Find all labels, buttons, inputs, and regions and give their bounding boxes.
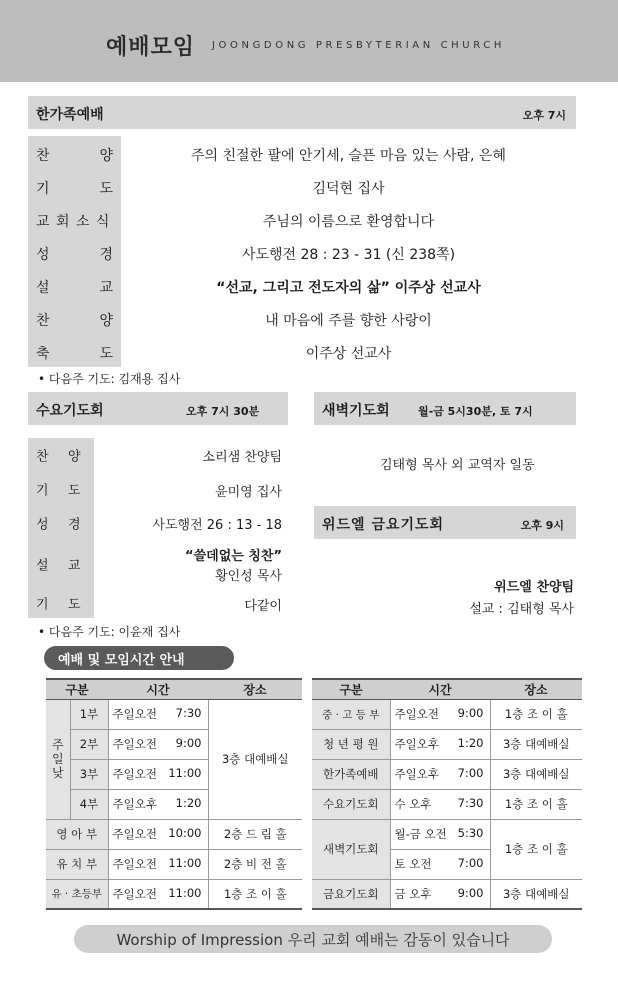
order-label: 성 — [36, 517, 49, 533]
table-row: 4부 주일오후 1:20 — [46, 789, 302, 819]
order-row: 찬 양 내 마음에 주를 향한 사랑이 — [28, 301, 576, 334]
order-value: 윤미영 집사 — [215, 485, 282, 500]
order-row — [28, 202, 576, 235]
order-value: 주님의 이름으로 환영합니다 — [262, 214, 435, 230]
order-label: 축 — [36, 346, 50, 362]
wednesday-prayer-time: 오후 7시 30분 — [186, 405, 260, 418]
wednesday-prayer-header — [28, 392, 288, 425]
page-title: 예배모임 — [106, 35, 196, 60]
table-row: 중 · 고 등 부 주일오전 9:00 1층 조 이 홀 — [312, 699, 582, 729]
order-label: 설 — [36, 280, 50, 296]
next-prayer-note: • 다음주 기도: 이윤재 집사 — [38, 625, 181, 639]
dawn-prayer-header — [314, 392, 576, 425]
church-name: JOONGDONG PRESBYTERIAN CHURCH — [212, 40, 505, 51]
order-value: 황인성 목사 — [215, 569, 282, 584]
table-row: 영 아 부 주일오전 10:00 2층 드 림 홀 — [46, 819, 302, 849]
table-row: 청 년 평 원 주일오후 1:20 3층 대예배실 — [312, 729, 582, 759]
friday-prayer-title: 위드엘 금요기도회 — [322, 517, 445, 533]
friday-prayer-time: 오후 9시 — [520, 519, 564, 532]
table-row: 한가족예배 주일오후 7:00 3층 대예배실 — [312, 759, 582, 789]
order-value: 김덕현 집사 — [312, 181, 385, 197]
order-row: 설 교 “선교, 그리고 전도자의 삶” 이주상 선교사 — [28, 268, 576, 301]
order-value: 다같이 — [244, 599, 282, 614]
order-label: 찬 — [36, 313, 50, 329]
table-row: 토 오전 7:00 — [312, 849, 582, 879]
dawn-prayer-title: 새벽기도회 — [322, 403, 390, 419]
order-value: 주의 친절한 팔에 안기세, 슬픈 마음 있는 사람, 은혜 — [191, 148, 506, 164]
column-header: 시간 — [108, 679, 208, 699]
table-row: 유 · 초등부 주일오전 11:00 1층 조 이 홀 — [46, 879, 302, 909]
order-value: “선교, 그리고 전도자의 삶” 이주상 선교사 — [216, 280, 481, 296]
table-row: 새벽기도회 월-금 오전 5:30 1층 조 이 홀 — [312, 819, 582, 849]
next-prayer-note: • 다음주 기도: 김재용 집사 — [38, 372, 181, 386]
order-label: 찬 — [36, 449, 49, 465]
friday-prayer-header — [314, 506, 576, 539]
table-row: 수요기도회 수 오후 7:30 1층 조 이 홀 — [312, 789, 582, 819]
column-header: 구분 — [46, 679, 108, 699]
order-label: 기 — [36, 483, 49, 499]
family-worship-header — [28, 96, 576, 129]
order-label: 교 회 소 식 — [36, 214, 111, 230]
order-row: 성 경 사도행전 28 : 23 - 31 (신 238쪽) — [28, 235, 576, 268]
dawn-prayer-leaders: 김태형 목사 외 교역자 일동 — [380, 458, 535, 473]
order-value: 내 마음에 주를 향한 사랑이 — [265, 313, 432, 329]
order-label: 설 — [36, 558, 49, 574]
order-row: 기 도 김덕현 집사 — [28, 169, 576, 202]
dawn-prayer-time: 월-금 5시30분, 토 7시 — [418, 405, 533, 418]
order-row: 축 도 이주상 선교사 — [28, 334, 576, 367]
page-header — [0, 0, 618, 82]
order-value: 사도행전 28 : 23 - 31 (신 238쪽) — [241, 247, 456, 263]
schedule-section-title: 예배 및 모임시간 안내 — [44, 646, 234, 670]
friday-prayer-sermon: 설교 : 김태형 목사 — [469, 602, 574, 617]
family-worship-time: 오후 7시 — [522, 109, 566, 122]
order-row: 찬 양 주의 친절한 팔에 안기세, 슬픈 마음 있는 사람, 은혜 — [28, 136, 576, 169]
order-label: 기 — [36, 597, 49, 613]
table-row: 2부 주일오전 9:00 — [46, 729, 302, 759]
schedule-table-right — [312, 678, 582, 910]
column-header: 장소 — [490, 679, 582, 699]
table-row: 금요기도회 금 오후 9:00 3층 대예배실 — [312, 879, 582, 909]
table-row: 3부 주일오전 11:00 — [46, 759, 302, 789]
order-label: 기 — [36, 181, 50, 197]
footer-banner: Worship of Impression 우리 교회 예배는 감동이 있습니다 — [74, 925, 552, 953]
table-row: 유 치 부 주일오전 11:00 2층 비 전 홀 — [46, 849, 302, 879]
column-header: 장소 — [208, 679, 302, 699]
order-label: 성 — [36, 247, 50, 263]
column-header: 구분 — [312, 679, 390, 699]
schedule-table-left — [46, 678, 302, 910]
order-label: 찬 — [36, 148, 50, 164]
table-row: 주 일 낮 1부 주일오전 7:30 3층 대예배실 — [46, 699, 302, 729]
family-worship-title: 한가족예배 — [36, 107, 104, 123]
order-value: 사도행전 26 : 13 - 18 — [152, 518, 282, 533]
column-header: 시간 — [390, 679, 490, 699]
friday-prayer-team: 위드엘 찬양팀 — [494, 580, 574, 595]
order-value: 이주상 선교사 — [305, 346, 392, 362]
wednesday-prayer-title: 수요기도회 — [36, 403, 104, 419]
sunday-label: 주 일 낮 — [46, 699, 70, 819]
order-value: “쓸데없는 칭찬” — [185, 549, 282, 564]
order-value: 소리샘 찬양팀 — [202, 450, 282, 465]
